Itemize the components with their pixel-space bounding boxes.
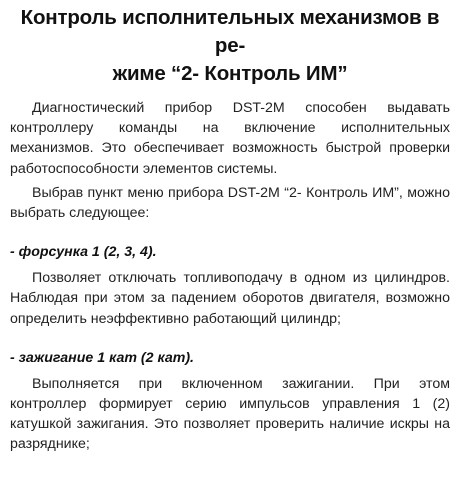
section-text-ignition: Выполняется при включенном зажигании. При этом контроллер формирует серию импульсов управления 1 (2) катушкой зажигания. Это позволяет проверить наличие искры на разряднике; — [10, 375, 450, 453]
title-line-1: Контроль исполнительных механизмов в ре- — [20, 6, 440, 57]
menu-paragraph: Выбрав пункт меню прибора DST-2M “2- Контроль ИМ”, можно выбрать следующее: — [10, 184, 450, 222]
title-line-2: жиме “2- Контроль ИМ” — [112, 62, 348, 85]
document-title — [10, 4, 450, 88]
intro-paragraph: Диагностический прибор DST-2M способен выдавать контроллеру команды на включение исполнительных механизмов. Это обеспечивает возможность быстрой проверки работоспособности элементов системы. — [10, 100, 450, 177]
section-heading-injector: - форсунка 1 (2, 3, 4). — [10, 244, 157, 261]
document-body — [10, 98, 450, 455]
section-heading-ignition: - зажигание 1 кат (2 кат). — [10, 349, 194, 366]
section-text-injector: Позволяет отключать топливоподачу в одном из цилиндров. Наблюдая при этом за падением оборотов двигателя, возможно определить неэффективно работающий цилиндр; — [10, 270, 450, 327]
